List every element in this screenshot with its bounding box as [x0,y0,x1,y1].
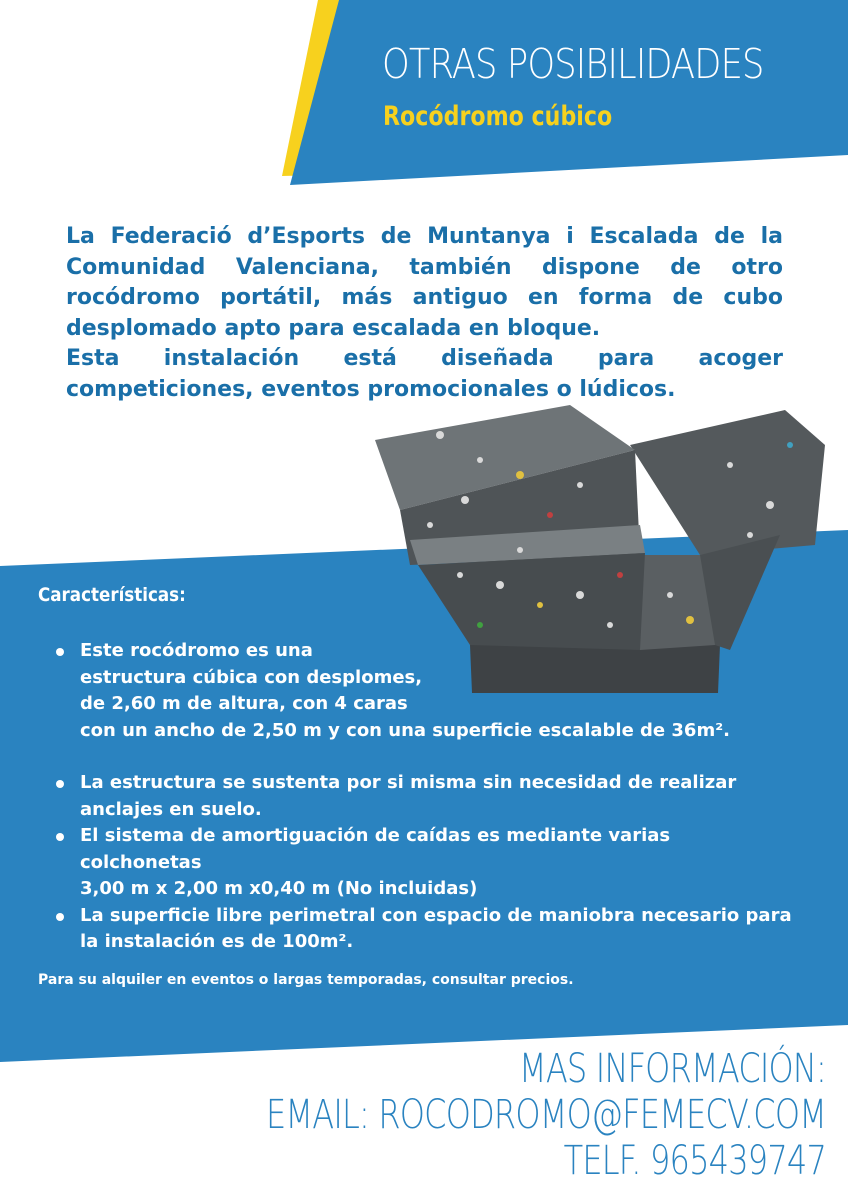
feature-item: La estructura se sustenta por si misma sin necesidad de realizar anclajes en suelo. [52,770,792,823]
contact-heading: MAS INFORMACIÓN: [518,1046,826,1092]
features-heading: Características: [38,584,186,606]
page-title: OTRAS POSIBILIDADES [382,40,764,88]
intro-paragraph-1: La Federació d’Esports de Muntanya i Escalada de la Comunidad Valenciana, también dispone de otro rocódromo portátil, más antiguo en forma de cubo desplomado apto para escalada en bloque. [66,224,783,341]
intro-paragraph-2: Esta instalación está diseñada para acoger competiciones, eventos promocionales o lúdicos. [66,346,783,402]
feature-item: El sistema de amortiguación de caídas es mediante varias colchonetas 3,00 m x 2,00 m x0,40 m (No incluidas) [52,823,792,903]
rental-note: Para su alquiler en eventos o largas temporadas, consultar precios. [38,972,574,988]
page-subtitle: Rocódromo cúbico [383,101,613,132]
contact-email: EMAIL: ROCODROMO@FEMECV.COM [265,1092,826,1138]
features-list [52,638,792,956]
contact-phone: TELF. 965439747 [563,1138,826,1184]
intro-text [66,222,783,405]
contact-info [126,1046,826,1184]
feature-item: Este rocódromo es una estructura cúbica con desplomes, de 2,60 m de altura, con 4 caras con un ancho de 2,50 m y con una superficie escalable de 36m². [52,638,792,744]
feature-item: La superficie libre perimetral con espacio de maniobra necesario para la instalación es de 100m². [52,903,792,956]
header-blue-banner [290,0,848,185]
